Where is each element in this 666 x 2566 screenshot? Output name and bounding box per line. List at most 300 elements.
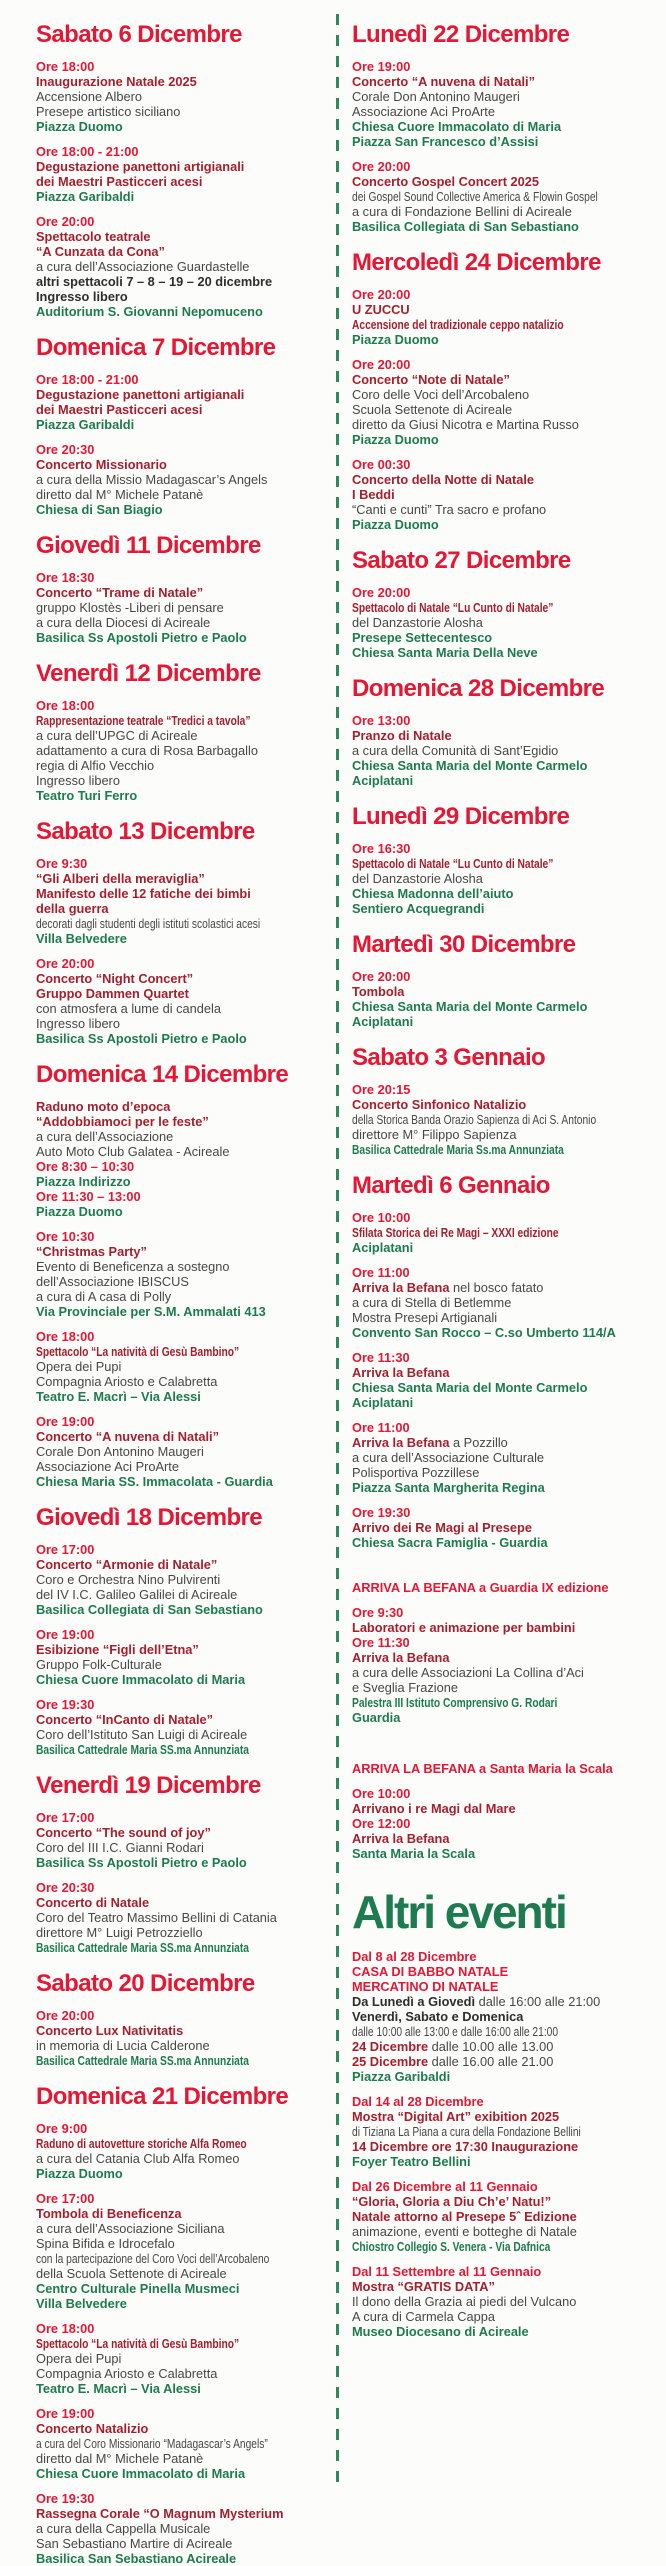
event-time-text: Ore 11:30 [352, 1350, 410, 1365]
event-title-text: Rappresentazione teatrale “Tredici a tavola” [36, 713, 251, 728]
event-detail [352, 402, 656, 417]
event-detail-text: animazione, eventi e botteghe di Natale [352, 2224, 577, 2239]
event-title-text: Concerto Missionario [36, 457, 167, 472]
event-title [352, 1435, 656, 1450]
event-title [352, 74, 656, 89]
event-location [352, 999, 656, 1014]
event-time [352, 1635, 656, 1650]
event-location-text: Villa Belvedere [36, 931, 127, 946]
event-block [36, 372, 336, 432]
event-detail-text: adattamento a cura di Rosa Barbagallo [36, 743, 258, 758]
event-detail-text: della Scuola Settenote di Acireale [36, 2266, 227, 2281]
event-time-text: Ore 11:30 – 13:00 [36, 1189, 141, 1204]
event-detail-bold [352, 2009, 656, 2024]
event-location-text: Foyer Teatro Bellini [352, 2154, 471, 2169]
event-detail-text: diretto da Giusi Nicotra e Martina Russo [352, 417, 579, 432]
event-detail [352, 615, 656, 630]
event-time [36, 856, 336, 871]
event-location [36, 304, 336, 319]
event-title [36, 457, 336, 472]
event-detail-text: A cura di Carmela Cappa [352, 2309, 495, 2324]
event-title-text: dei Maestri Pasticceri acesi [36, 402, 203, 417]
event-location [352, 134, 656, 149]
event-location-text: Aciplatani [352, 1014, 414, 1029]
event-time-text: Ore 20:30 [36, 1880, 95, 1895]
event-time-text: Ore 18:00 [36, 698, 95, 713]
event-detail [352, 189, 656, 204]
event-location-text: Palestra III Istituto Comprensivo G. Rodari [352, 1695, 558, 1710]
day-section [36, 21, 336, 319]
event-title-text: “Christmas Party” [36, 1244, 147, 1259]
event-block [36, 1229, 336, 1319]
event-title [352, 372, 656, 387]
event-title [352, 1225, 656, 1240]
event-time [352, 1420, 656, 1435]
event-time-text: Ore 19:00 [352, 59, 411, 74]
event-detail-text: dalle 10:00 alle 13:00 e dalle 16:00 alle 21:00 [352, 2024, 559, 2039]
event-location-text: Piazza Indirizzo [36, 1174, 131, 1189]
event-time [36, 2191, 336, 2206]
event-title [36, 2336, 336, 2351]
event-block [352, 1210, 656, 1255]
event-time-text: Ore 18:00 - 21:00 [36, 144, 139, 159]
event-detail-text: Il dono della Grazia ai piedi del Vulcano [352, 2294, 577, 2309]
event-title-text: Inaugurazione Natale 2025 [36, 74, 197, 89]
event-detail [36, 728, 336, 743]
event-detail-text: e Sveglia Frazione [352, 1680, 458, 1695]
event-detail [36, 1016, 336, 1031]
event-location-text: Basilica Collegiata di San Sebastiano [36, 1602, 263, 1617]
day-section [36, 1970, 336, 2068]
event-detail [36, 104, 336, 119]
event-title [352, 487, 656, 502]
event-title [36, 986, 336, 1001]
event-time-text: Ore 17:00 [36, 2191, 95, 2206]
event-title [36, 1642, 336, 1657]
event-detail-bold-text: Ingresso libero [36, 289, 128, 304]
event-detail [352, 1112, 656, 1127]
event-location [36, 502, 336, 517]
event-detail [352, 1465, 656, 1480]
event-title [352, 1650, 656, 1665]
event-detail [352, 2309, 656, 2324]
event-location [352, 332, 656, 347]
event-time-text: Ore 10:00 [352, 1210, 411, 1225]
event-title [36, 585, 336, 600]
event-block [352, 585, 656, 660]
event-detail [36, 1657, 336, 1672]
event-location [352, 1014, 656, 1029]
event-title-text: Tombola [352, 984, 405, 999]
event-highlight-text: Dal 26 Dicembre al 11 Gennaio [352, 2179, 538, 2194]
event-time-text: Ore 18:00 [36, 1329, 95, 1344]
event-location [36, 1742, 336, 1757]
event-title [36, 886, 336, 901]
event-location-text: Guardia [352, 1710, 401, 1725]
event-detail-text: a cura di Fondazione Bellini di Acireale [352, 204, 572, 219]
event-block [36, 2406, 336, 2481]
event-location-text: Centro Culturale Pinella Musmeci [36, 2281, 240, 2296]
event-highlight [352, 1964, 656, 1979]
event-time-text: Ore 20:00 [36, 2008, 95, 2023]
event-location [352, 1535, 656, 1550]
event-location [352, 1395, 656, 1410]
event-location-text: Basilica San Sebastiano Acireale [36, 2551, 237, 2566]
event-detail [36, 1144, 336, 1159]
event-title-text: “Gli Alberi della meraviglia” [36, 871, 205, 886]
event-time-text: Ore 11:00 [352, 1265, 410, 1280]
day-header: Lunedì 29 Dicembre [352, 803, 570, 830]
event-title-text: Esibizione “Figli dell’Etna” [36, 1642, 199, 1657]
day-section [352, 1044, 656, 1157]
event-location-text: Basilica Ss Apostoli Pietro e Paolo [36, 630, 247, 645]
day-header: Giovedì 11 Dicembre [36, 532, 261, 559]
event-detail [36, 743, 336, 758]
event-location-text: Chiesa Cuore Immacolato di Maria [36, 2466, 246, 2481]
event-title-text: Raduno moto d’epoca [36, 1099, 171, 1114]
event-time-text: Ore 00:30 [352, 457, 411, 472]
event-location [36, 1672, 336, 1687]
event-detail [352, 89, 656, 104]
event-time-text: Ore 20:30 [36, 442, 95, 457]
event-location [36, 2466, 336, 2481]
column-left [36, 0, 336, 2566]
event-detail-text: Opera dei Pupi [36, 1359, 122, 1374]
event-detail [36, 1444, 336, 1459]
event-location-text: Basilica Ss Apostoli Pietro e Paolo [36, 1031, 247, 1046]
event-block [352, 2264, 656, 2339]
event-block [36, 2121, 336, 2181]
event-block [352, 457, 656, 532]
event-time-text: Ore 11:00 [352, 1420, 410, 1435]
event-title [36, 1557, 336, 1572]
event-detail-text: di Tiziana La Piana a cura della Fondazione Bellini [352, 2124, 581, 2139]
event-time [36, 1880, 336, 1895]
event-time [36, 1542, 336, 1557]
event-location-text: Teatro E. Macrì – Via Alessi [36, 2381, 201, 2396]
event-time-text: Ore 9:00 [36, 2121, 88, 2136]
event-location [352, 1142, 656, 1157]
event-title-text: Manifesto delle 12 fatiche dei bimbi [36, 886, 251, 901]
event-title [36, 1099, 336, 1114]
event-block [352, 1082, 656, 1157]
event-detail-text: Ingresso libero [36, 773, 120, 788]
event-time-text: Ore 18:00 - 21:00 [36, 372, 139, 387]
event-title [352, 472, 656, 487]
event-detail-text: della Storica Banda Orazio Sapienza di Aci S. Antonio [352, 1112, 597, 1127]
event-detail [352, 871, 656, 886]
event-title [352, 984, 656, 999]
event-location [36, 1304, 336, 1319]
event-detail [352, 1665, 656, 1680]
event-detail-text: a cura dell’Associazione Guardastelle [36, 259, 250, 274]
event-title [352, 317, 656, 332]
event-location [352, 2154, 656, 2169]
event-location-text: Chiesa di San Biagio [36, 502, 163, 517]
event-location-text: Chiesa Santa Maria Della Neve [352, 645, 538, 660]
day-header: Domenica 7 Dicembre [36, 334, 276, 361]
day-section [352, 931, 656, 1029]
event-detail [36, 2266, 336, 2281]
event-location-text: Basilica Collegiata di San Sebastiano [352, 219, 579, 234]
event-time [36, 1189, 336, 1204]
event-location [352, 901, 656, 916]
event-time-text: Ore 20:00 [352, 585, 411, 600]
event-detail [36, 2521, 336, 2536]
column-divider [336, 14, 339, 2484]
event-detail-bold [352, 1994, 656, 2009]
event-title [36, 1895, 336, 1910]
event-time-text: Ore 20:00 [352, 357, 411, 372]
event-location [36, 119, 336, 134]
event-time-text: Ore 12:00 [352, 1816, 411, 1831]
event-highlight-text: ARRIVA LA BEFANA a Guardia IX edizione [352, 1580, 609, 1595]
event-location [36, 1031, 336, 1046]
event-time [352, 457, 656, 472]
event-location [352, 758, 656, 773]
event-location [36, 2053, 336, 2068]
event-title [36, 1344, 336, 1359]
event-detail-text: dalle 10.00 alle 13.00 [428, 2039, 554, 2054]
event-block [352, 841, 656, 916]
event-title-text: Concerto Lux Nativitatis [36, 2023, 184, 2038]
event-title [352, 1801, 656, 1816]
event-title-text: Spettacolo di Natale “Lu Cunto di Natale” [352, 856, 554, 871]
event-location [36, 417, 336, 432]
event-location [36, 788, 336, 803]
event-detail [36, 773, 336, 788]
event-location-text: Piazza Duomo [352, 517, 439, 532]
event-detail-text: Corale Don Antonino Maugeri [352, 89, 520, 104]
event-time [36, 59, 336, 74]
event-location [36, 1855, 336, 1870]
event-title-text: Concerto “A nuvena di Natali” [36, 1429, 219, 1444]
event-title-text: della guerra [36, 901, 109, 916]
event-detail-text: a cura dell’Associazione [36, 1129, 174, 1144]
event-time [36, 1414, 336, 1429]
event-location-text: Aciplatani [352, 1240, 414, 1255]
event-detail-text: regia di Alfio Vecchio [36, 758, 155, 773]
event-title [36, 1712, 336, 1727]
event-location [352, 1846, 656, 1861]
event-detail [36, 1459, 336, 1474]
event-detail [36, 2351, 336, 2366]
event-detail-text: a cura dell’Associazione Siciliana [36, 2221, 225, 2236]
event-title [352, 600, 656, 615]
event-title [36, 901, 336, 916]
event-detail-text: a cura di A casa di Polly [36, 1289, 172, 1304]
event-highlight [352, 2094, 656, 2109]
event-title [36, 1825, 336, 1840]
event-location-text: Chiesa Maria SS. Immacolata - Guardia [36, 1474, 273, 1489]
event-block [36, 570, 336, 645]
event-location [36, 1389, 336, 1404]
event-location [36, 2551, 336, 2566]
event-block [352, 1786, 656, 1861]
day-header: Sabato 20 Dicembre [36, 1970, 255, 1997]
event-detail-text: nel bosco fatato [449, 1280, 544, 1295]
event-title-text: I Beddi [352, 487, 395, 502]
event-block [352, 1265, 656, 1340]
event-title-text: Rassegna Corale “O Magnum Mysterium [36, 2506, 284, 2521]
event-time-text: Ore 11:30 [352, 1635, 410, 1650]
event-block [352, 1605, 656, 1725]
event-title-text: Concerto “A nuvena di Natali” [352, 74, 535, 89]
event-detail-text: Coro del Teatro Massimo Bellini di Catania [36, 1910, 277, 1925]
event-block [352, 713, 656, 788]
event-title [36, 174, 336, 189]
event-title-text: Arrivano i re Magi dal Mare [352, 1801, 516, 1816]
event-block [352, 2094, 656, 2169]
event-title-text: Natale attorno al Presepe 5ˆ Edizione [352, 2209, 577, 2224]
event-block [36, 59, 336, 134]
event-highlight [352, 2179, 656, 2194]
event-detail-text: Compagnia Ariosto e Calabretta [36, 2366, 218, 2381]
event-detail [36, 1289, 336, 1304]
event-location [36, 2166, 336, 2181]
event-detail [352, 387, 656, 402]
event-time-text: Ore 20:00 [352, 287, 411, 302]
event-title-text: dei Maestri Pasticceri acesi [36, 174, 203, 189]
event-location [36, 189, 336, 204]
event-block [352, 1505, 656, 1550]
event-detail-text: dalle 16.00 alle 21.00 [428, 2054, 554, 2069]
event-title [352, 2139, 656, 2154]
event-location-text: Aciplatani [352, 1395, 414, 1410]
event-time [36, 144, 336, 159]
event-detail-text: Compagnia Ariosto e Calabretta [36, 1374, 218, 1389]
event-location-text: Basilica Cattedrale Maria SS.ma Annunziata [36, 1940, 249, 1955]
event-time-text: Ore 20:00 [352, 159, 411, 174]
event-time-text: Ore 13:00 [352, 713, 411, 728]
event-location-text: Piazza Santa Margherita Regina [352, 1480, 545, 1495]
event-title [352, 2109, 656, 2124]
event-detail [352, 1310, 656, 1325]
event-location-text: Piazza Duomo [36, 2166, 123, 2181]
event-detail [36, 2038, 336, 2053]
event-title-text: Arriva la Befana [352, 1650, 450, 1665]
event-detail [36, 2366, 336, 2381]
event-time [352, 1210, 656, 1225]
event-detail-text: Scuola Settenote di Acireale [352, 402, 513, 417]
event-location [352, 1695, 656, 1710]
event-detail-bold-text: Da Lunedì a Giovedì [352, 1994, 476, 2009]
event-title [36, 2206, 336, 2221]
event-time [36, 2491, 336, 2506]
day-header: Sabato 13 Dicembre [36, 818, 255, 845]
event-detail-text: in memoria di Lucia Calderone [36, 2038, 210, 2053]
event-time-text: Ore 19:30 [352, 1505, 411, 1520]
event-block [36, 856, 336, 946]
event-detail-text: gruppo Klostès -Liberi di pensare [36, 600, 224, 615]
event-detail-text: Associazione Aci ProArte [352, 104, 495, 119]
event-title [352, 1520, 656, 1535]
event-detail-text: a cura della Cappella Musicale [36, 2521, 211, 2536]
event-location [352, 1325, 656, 1340]
event-location [36, 931, 336, 946]
event-title [352, 1365, 656, 1380]
event-detail-text: Ingresso libero [36, 1016, 120, 1031]
event-detail-text: Opera dei Pupi [36, 2351, 122, 2366]
event-block [36, 1697, 336, 1757]
event-detail-text: a cura della Diocesi di Acireale [36, 615, 211, 630]
day-section [36, 1772, 336, 1955]
event-highlight [352, 1949, 656, 1964]
event-detail [352, 1127, 656, 1142]
day-section [36, 1061, 336, 1489]
day-header: Domenica 21 Dicembre [36, 2083, 289, 2110]
event-detail-text: diretto dal M° Michele Patanè [36, 2451, 204, 2466]
event-block [36, 1542, 336, 1617]
event-time-text: Ore 19:30 [36, 2491, 95, 2506]
event-title-text: Arrivo dei Re Magi al Presepe [352, 1520, 532, 1535]
event-title-text: Spettacolo di Natale “Lu Cunto di Natale” [352, 600, 554, 615]
event-detail-text: “Canti e cunti” Tra sacro e profano [352, 502, 547, 517]
event-detail [352, 2024, 656, 2039]
event-detail-text: del Danzastorie Alosha [352, 871, 483, 886]
event-block [352, 1580, 656, 1595]
event-title-text: Arriva la Befana [352, 1435, 450, 1450]
event-time [352, 1350, 656, 1365]
event-detail-text: a cura del Catania Club Alfa Romeo [36, 2151, 240, 2166]
event-title-text: Concerto della Notte di Natale [352, 472, 535, 487]
event-detail-text: Gruppo Folk-Culturale [36, 1657, 162, 1672]
event-time-text: Ore 20:00 [36, 956, 95, 971]
event-title-text: Concerto “InCanto di Natale” [36, 1712, 214, 1727]
event-time [352, 1265, 656, 1280]
event-detail-text: Presepe artistico siciliano [36, 104, 181, 119]
event-location [36, 2281, 336, 2296]
event-title-text: Degustazione panettoni artigianali [36, 387, 245, 402]
event-title-text: Spettacolo “La natività di Gesù Bambino” [36, 2336, 240, 2351]
event-location [36, 1602, 336, 1617]
event-title [36, 2506, 336, 2521]
event-detail [36, 1572, 336, 1587]
event-detail [36, 89, 336, 104]
event-highlight-text: Dal 14 al 28 Dicembre [352, 2094, 484, 2109]
event-detail [36, 259, 336, 274]
event-location [352, 1240, 656, 1255]
event-title-text: Spettacolo “La natività di Gesù Bambino” [36, 1344, 240, 1359]
event-title-text: “Addobbiamoci per le feste” [36, 1114, 209, 1129]
event-title-text: Arriva la Befana [352, 1365, 450, 1380]
event-detail [36, 758, 336, 773]
day-section [36, 1504, 336, 1757]
event-location-text: Chiesa Cuore Immacolato di Maria [36, 1672, 246, 1687]
event-detail [352, 2224, 656, 2239]
event-block [36, 1880, 336, 1955]
event-time-text: Ore 19:00 [36, 2406, 95, 2421]
day-section [352, 1885, 656, 2339]
event-title [352, 856, 656, 871]
event-location-text: Piazza Duomo [36, 1204, 123, 1219]
event-title [352, 2194, 656, 2209]
event-detail [36, 1727, 336, 1742]
event-location-text: Chiesa Sacra Famiglia - Guardia [352, 1535, 548, 1550]
event-time [352, 1786, 656, 1801]
event-location-text: Piazza Garibaldi [36, 189, 135, 204]
event-detail-text: Spina Bifida e Idrocefalo [36, 2236, 175, 2251]
event-detail-text: con atmosfera a lume di candela [36, 1001, 221, 1016]
event-location [36, 2381, 336, 2396]
event-detail-text: a cura del Coro Missionario “Madagascar’s Angels” [36, 2436, 268, 2451]
event-title [36, 2136, 336, 2151]
event-block [36, 214, 336, 319]
event-location [36, 1204, 336, 1219]
event-title-text: “Gloria, Gloria a Diu Ch’e’ Natu!” [352, 2194, 552, 2209]
event-detail [36, 916, 336, 931]
event-detail [36, 2451, 336, 2466]
